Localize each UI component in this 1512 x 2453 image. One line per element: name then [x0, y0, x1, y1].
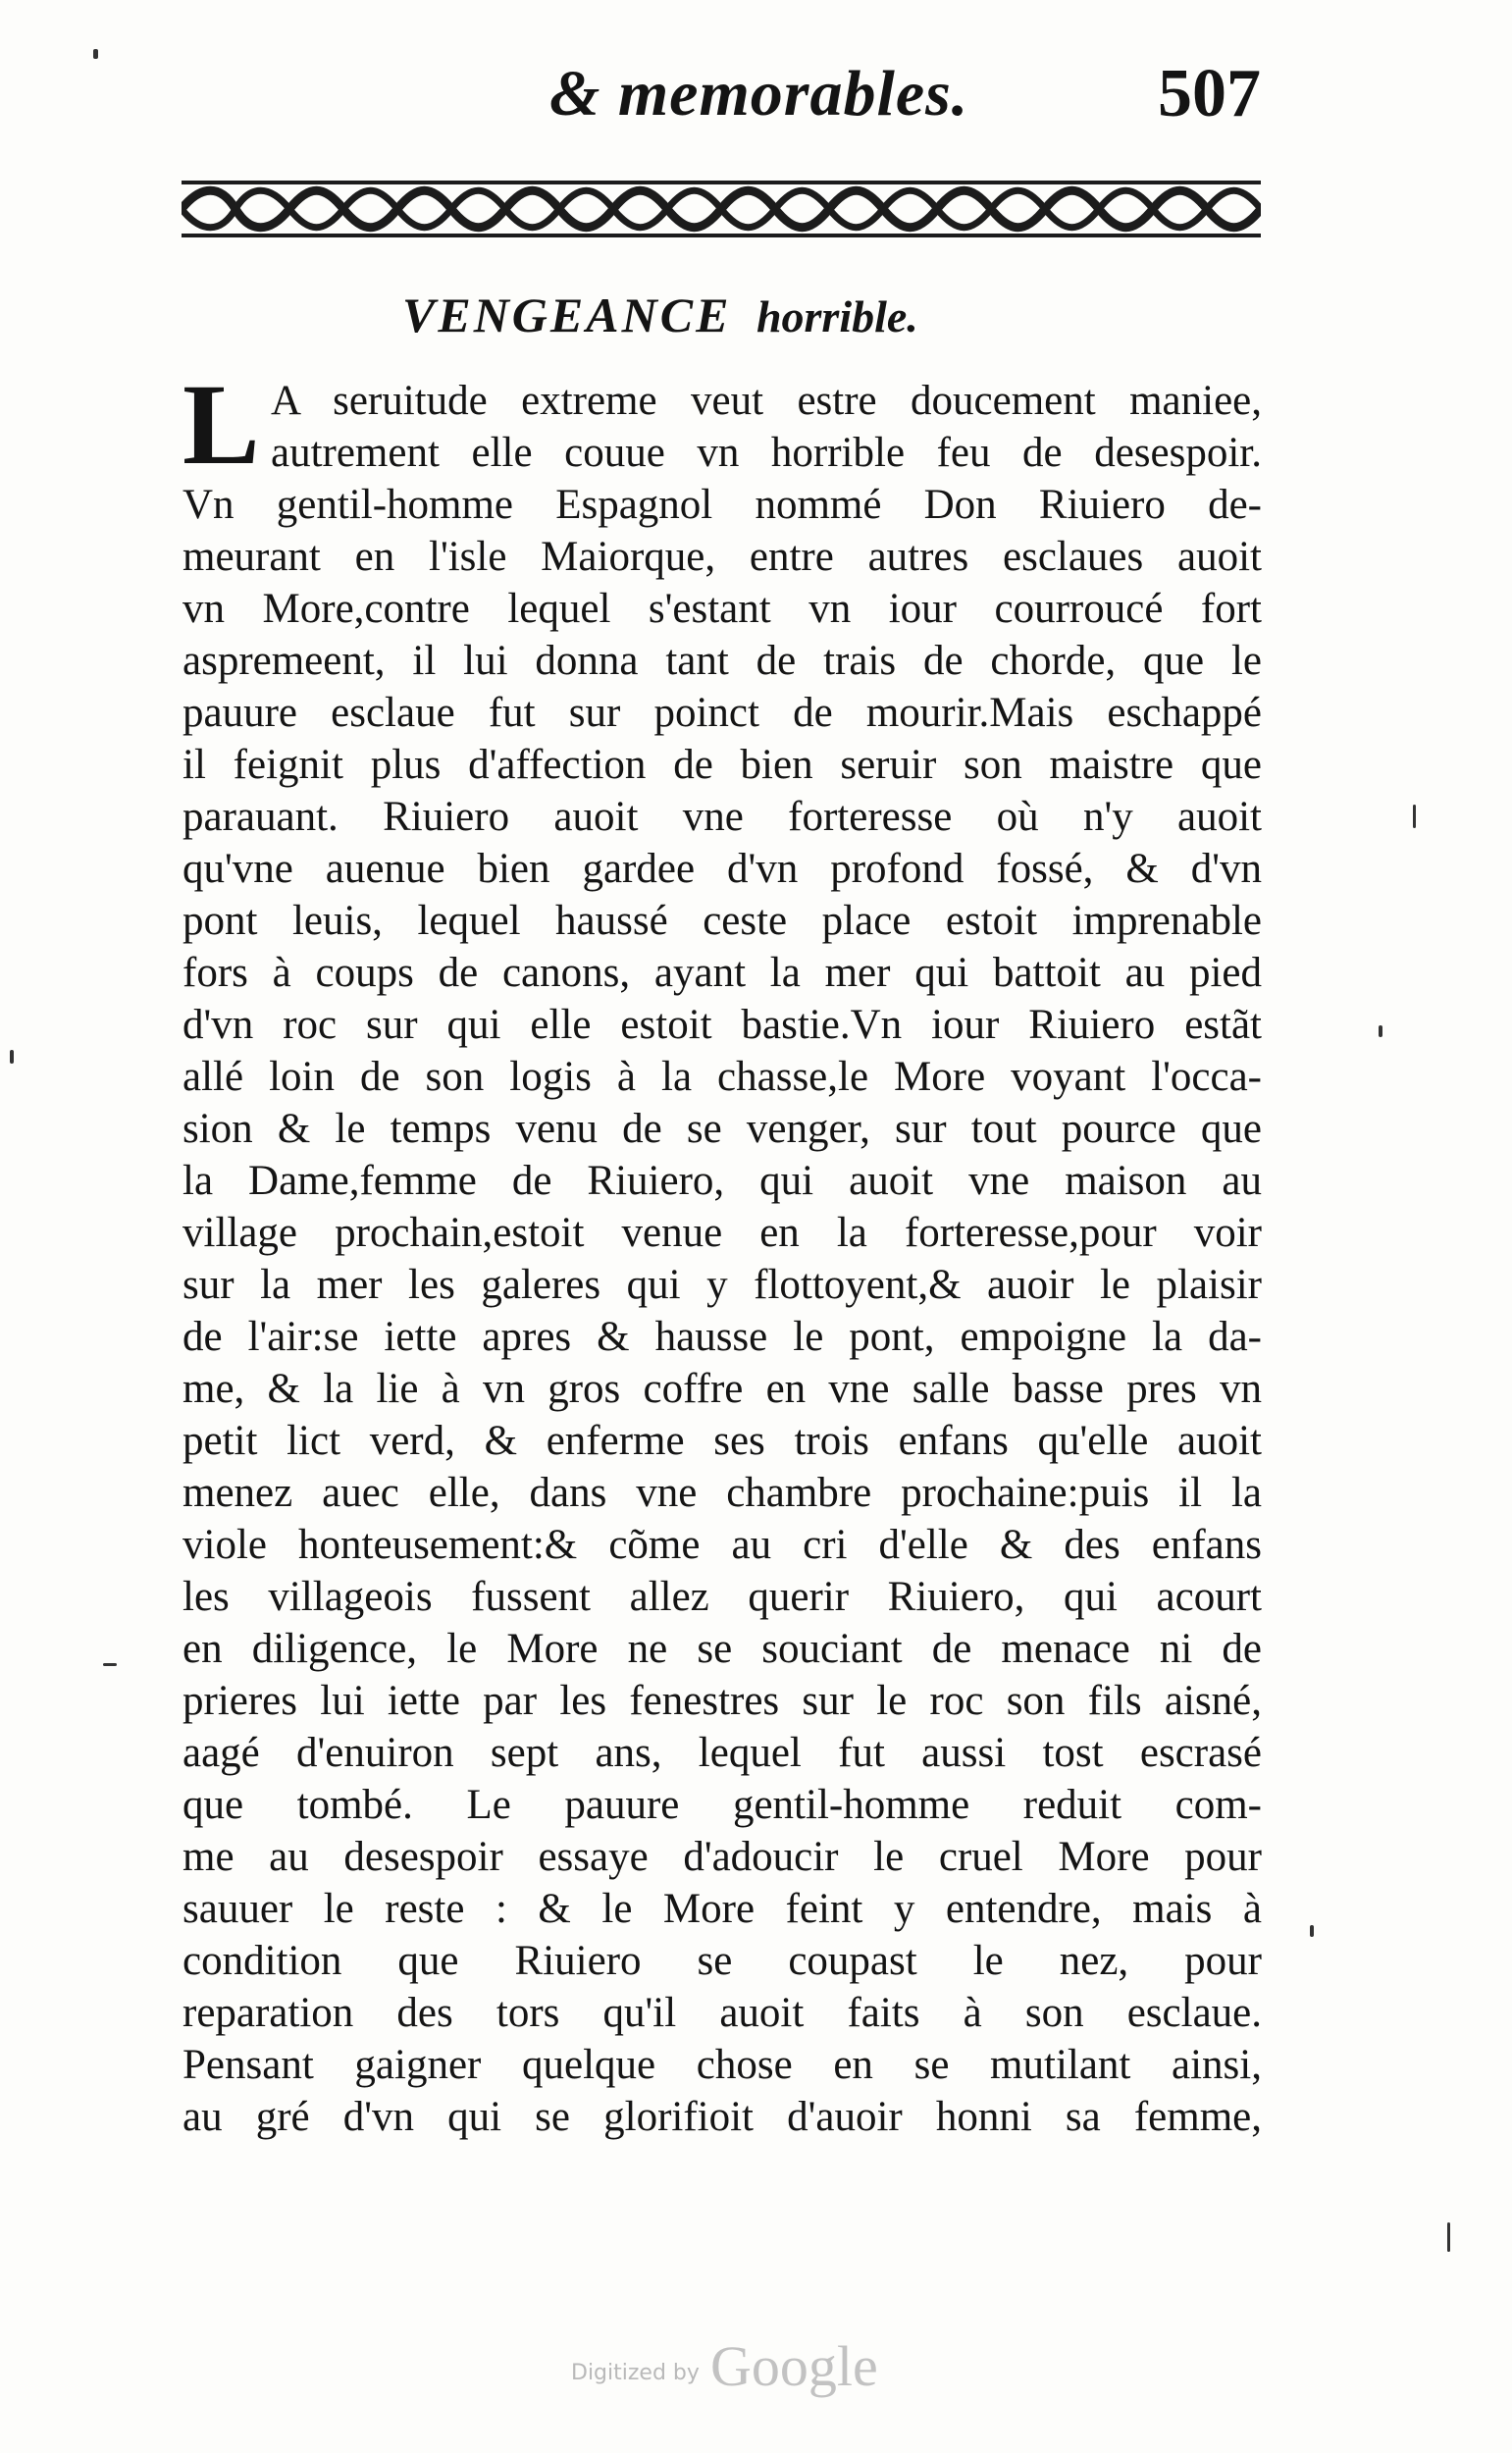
text-line: sion & le temps venu de se venger, sur tout pource que	[182, 1106, 1262, 1152]
text-line: sauuer le reste : & le More feint y entendre, mais à	[182, 1886, 1262, 1932]
text-line: Pensant gaigner quelque chose en se mutilant ainsi,	[182, 2042, 1262, 2088]
digitized-by-google-watermark	[571, 2333, 878, 2399]
section-title-tail: horrible.	[756, 291, 918, 341]
text-line: fors à coups de canons, ayant la mer qui battoit au pied	[182, 950, 1262, 996]
text-line: les villageois fussent allez querir Riuiero, qui acourt	[182, 1574, 1262, 1620]
text-line: pauure esclaue fut sur poinct de mourir.Mais eschappé	[182, 690, 1262, 736]
drop-cap: L	[182, 360, 260, 489]
section-title	[402, 287, 918, 343]
text-line: vn More,contre lequel s'estant vn iour courroucé fort	[182, 586, 1262, 632]
scan-speck	[93, 49, 98, 59]
scan-speck	[1413, 805, 1416, 828]
text-line: reparation des tors qu'il auoit faits à son esclaue.	[182, 1990, 1262, 2036]
running-head: & memorables.	[549, 58, 969, 130]
text-line: village prochain,estoit venue en la forteresse,pour voir	[182, 1210, 1262, 1256]
text-line: prieres lui iette par les fenestres sur le roc son fils aisné,	[182, 1678, 1262, 1724]
text-line: me au desespoir essaye d'adoucir le cruel More pour	[182, 1834, 1262, 1880]
text-line: A seruitude extreme veut estre doucement maniee,	[271, 378, 1262, 424]
decorative-ornament-band	[182, 175, 1261, 243]
text-line: autrement elle couue vn horrible feu de desespoir.	[271, 430, 1262, 476]
text-line: pont leuis, lequel haussé ceste place estoit imprenable	[182, 898, 1262, 944]
text-line: Vn gentil-homme Espagnol nommé Don Riuiero de-	[182, 482, 1262, 528]
scan-speck	[1447, 2222, 1450, 2252]
text-line: parauant. Riuiero auoit vne forteresse où n'y auoit	[182, 794, 1262, 840]
text-line: que tombé. Le pauure gentil-homme reduit com-	[182, 1782, 1262, 1828]
scan-speck	[103, 1663, 117, 1666]
scan-speck	[1310, 1925, 1314, 1937]
section-title-main: VENGEANCE	[402, 287, 732, 342]
google-logo-text: Google	[710, 2334, 878, 2398]
text-line: condition que Riuiero se coupast le nez, pour	[182, 1938, 1262, 1984]
body-text	[182, 360, 1262, 2143]
text-line: sur la mer les galeres qui y flottoyent,& auoir le plaisir	[182, 1262, 1262, 1308]
digitized-by-label: Digitized by	[571, 2361, 700, 2385]
text-line: d'vn roc sur qui elle estoit bastie.Vn iour Riuiero estãt	[182, 1002, 1262, 1048]
text-line: de l'air:se iette apres & hausse le pont, empoigne la da-	[182, 1314, 1262, 1360]
text-line: la Dame,femme de Riuiero, qui auoit vne maison au	[182, 1158, 1262, 1204]
scan-speck	[10, 1050, 14, 1064]
text-line: me, & la lie à vn gros coffre en vne salle basse pres vn	[182, 1366, 1262, 1412]
text-line: qu'vne auenue bien gardee d'vn profond fossé, & d'vn	[182, 846, 1262, 892]
text-line: petit lict verd, & enferme ses trois enfans qu'elle auoit	[182, 1418, 1262, 1464]
text-line: il feignit plus d'affection de bien seruir son maistre que	[182, 742, 1262, 788]
text-line: menez auec elle, dans vne chambre prochaine:puis il la	[182, 1470, 1262, 1516]
text-line: au gré d'vn qui se glorifioit d'auoir honni sa femme,	[182, 2094, 1262, 2140]
scan-speck	[1379, 1025, 1382, 1037]
text-line: viole honteusement:& cõme au cri d'elle & des enfans	[182, 1522, 1262, 1568]
text-line: aspremeent, il lui donna tant de trais de chorde, que le	[182, 638, 1262, 684]
text-line: aagé d'enuiron sept ans, lequel fut aussi tost escrasé	[182, 1730, 1262, 1776]
page-number: 507	[1158, 56, 1261, 131]
text-line: en diligence, le More ne se souciant de menace ni de	[182, 1626, 1262, 1672]
text-line: meurant en l'isle Maiorque, entre autres esclaues auoit	[182, 534, 1262, 580]
text-line: allé loin de son logis à la chasse,le More voyant l'occa-	[182, 1054, 1262, 1100]
